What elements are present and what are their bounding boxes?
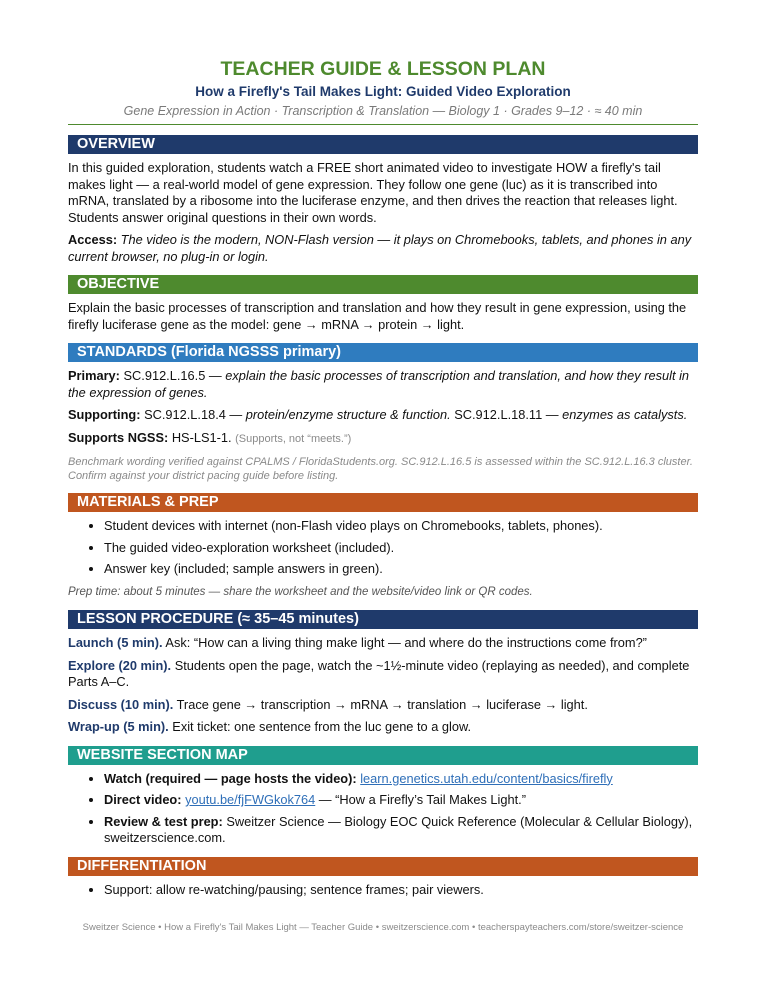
access-paragraph <box>68 232 698 265</box>
direct-video-link[interactable]: youtu.be/fjFWGkok764 <box>185 792 316 807</box>
step-text: Trace gene → transcription → mRNA → translation → luciferase → light. <box>176 696 588 712</box>
review-text: Sweitzer Science — Biology EOC Quick Reference (Molecular & Cellular Biology), sweitzerscience.com. <box>104 813 693 845</box>
list-item: • The guided video-exploration worksheet (included). <box>104 540 698 557</box>
step-label: Explore (20 min). <box>68 657 172 673</box>
standards-heading: STANDARDS (Florida NGSSS primary) <box>68 343 698 362</box>
ngss-label: Supports NGSS: <box>68 429 169 445</box>
list-item <box>104 792 698 809</box>
title-divider <box>68 124 698 125</box>
ngss-code: HS-LS1-1. <box>171 429 232 445</box>
supporting-label: Supporting: <box>68 407 141 422</box>
supporting-code-2: SC.912.L.18.11 — <box>454 407 559 422</box>
list-item: • Student devices with internet (non-Flash video plays on Chromebooks, tablets, phones). <box>104 518 698 535</box>
website-map-heading: WEBSITE SECTION MAP <box>68 746 698 765</box>
access-text: The video is the modern, NON-Flash version — it plays on Chromebooks, tablets, and phones in any current browser, no plug-in or login. <box>68 232 692 264</box>
primary-label: Primary: <box>68 368 120 383</box>
step-label: Wrap-up (5 min). <box>68 719 169 734</box>
supporting-code-1: SC.912.L.18.4 — <box>144 407 243 422</box>
step-text: Exit ticket: one sentence from the luc gene to a glow. <box>172 719 472 734</box>
standard-ngss <box>68 430 698 448</box>
access-label: Access: <box>68 232 118 247</box>
primary-text: explain the basic processes of transcription and translation, and how they result in the expression of genes. <box>68 368 690 400</box>
watch-link[interactable]: learn.genetics.utah.edu/content/basics/firefly <box>360 770 613 786</box>
page-footer: Sweitzer Science • How a Firefly's Tail Makes Light — Teacher Guide • sweitzerscience.com • teacherspayteachers.com/store/sweitzer-science <box>82 922 684 933</box>
direct-label: Direct video: <box>104 792 182 807</box>
step-text: Ask: “How can a living thing make light — and where do the instructions come from?” <box>165 635 647 650</box>
step-text: Students open the page, watch the ~1½-minute video (replaying as needed), and complete Parts A–C. <box>68 657 690 689</box>
step-label: Discuss (10 min). <box>68 696 174 712</box>
overview-body: In this guided exploration, students watch a FREE short animated video to investigate HOW a firefly's tail makes light — a real-world model of gene expression. They follow one gene (luc) as it is transcribed into mRNA, translated by a ribosome into the luciferase enzyme, and then drives the reaction that releases light. Students answer original questions in their own words. <box>68 160 678 225</box>
primary-code: SC.912.L.16.5 — <box>123 368 222 383</box>
prep-note: Prep time: about 5 minutes — share the worksheet and the website/video link or QR codes. <box>68 585 533 598</box>
objective-heading: OBJECTIVE <box>68 275 698 294</box>
objective-body: Explain the basic processes of transcription and translation and how they result in gene expression, using the firefly luciferase gene as the model: gene → mRNA → protein → light. <box>68 300 687 332</box>
teacher-guide-page <box>68 56 698 903</box>
lesson-meta: Gene Expression in Action · Transcription & Translation — Biology 1 · Grades 9–12 · ≈ 40 min <box>123 104 643 118</box>
direct-text: — “How a Firefly’s Tail Makes Light.” <box>315 792 526 807</box>
standard-supporting <box>68 407 698 424</box>
supporting-text-1: protein/enzyme structure & function. <box>245 407 451 422</box>
step-label: Launch (5 min). <box>68 635 163 650</box>
list-item: • Answer key (included; sample answers in green). <box>104 561 698 578</box>
page-title: TEACHER GUIDE & LESSON PLAN <box>220 58 546 80</box>
website-map-list <box>68 771 698 847</box>
supporting-text-2: enzymes as catalysts. <box>562 407 688 422</box>
list-item <box>104 771 698 788</box>
watch-label: Watch (required — page hosts the video): <box>104 770 357 786</box>
procedure-step-discuss <box>68 697 698 714</box>
page-subtitle: How a Firefly's Tail Makes Light: Guided Video Exploration <box>195 84 571 99</box>
procedure-step-explore <box>68 658 698 691</box>
standard-primary <box>68 368 698 401</box>
materials-list <box>68 518 698 578</box>
procedure-heading: LESSON PROCEDURE (≈ 35–45 minutes) <box>68 610 698 629</box>
procedure-step-wrapup <box>68 719 698 736</box>
list-item: • Support: allow re-watching/pausing; sentence frames; pair viewers. <box>104 882 698 899</box>
materials-heading: MATERIALS & PREP <box>68 493 698 512</box>
standards-note: Benchmark wording verified against CPALMS / FloridaStudents.org. SC.912.L.16.5 is assessed within the SC.912.L.16.3 cluster. Confirm against your district pacing guide before listing. <box>68 456 693 482</box>
review-label: Review & test prep: <box>104 813 223 829</box>
list-item <box>104 814 698 847</box>
overview-heading: OVERVIEW <box>68 135 698 154</box>
differentiation-list <box>68 882 698 899</box>
procedure-step-launch <box>68 635 698 652</box>
ngss-note: (Supports, not “meets.”) <box>235 432 352 445</box>
differentiation-heading: DIFFERENTIATION <box>68 857 698 876</box>
